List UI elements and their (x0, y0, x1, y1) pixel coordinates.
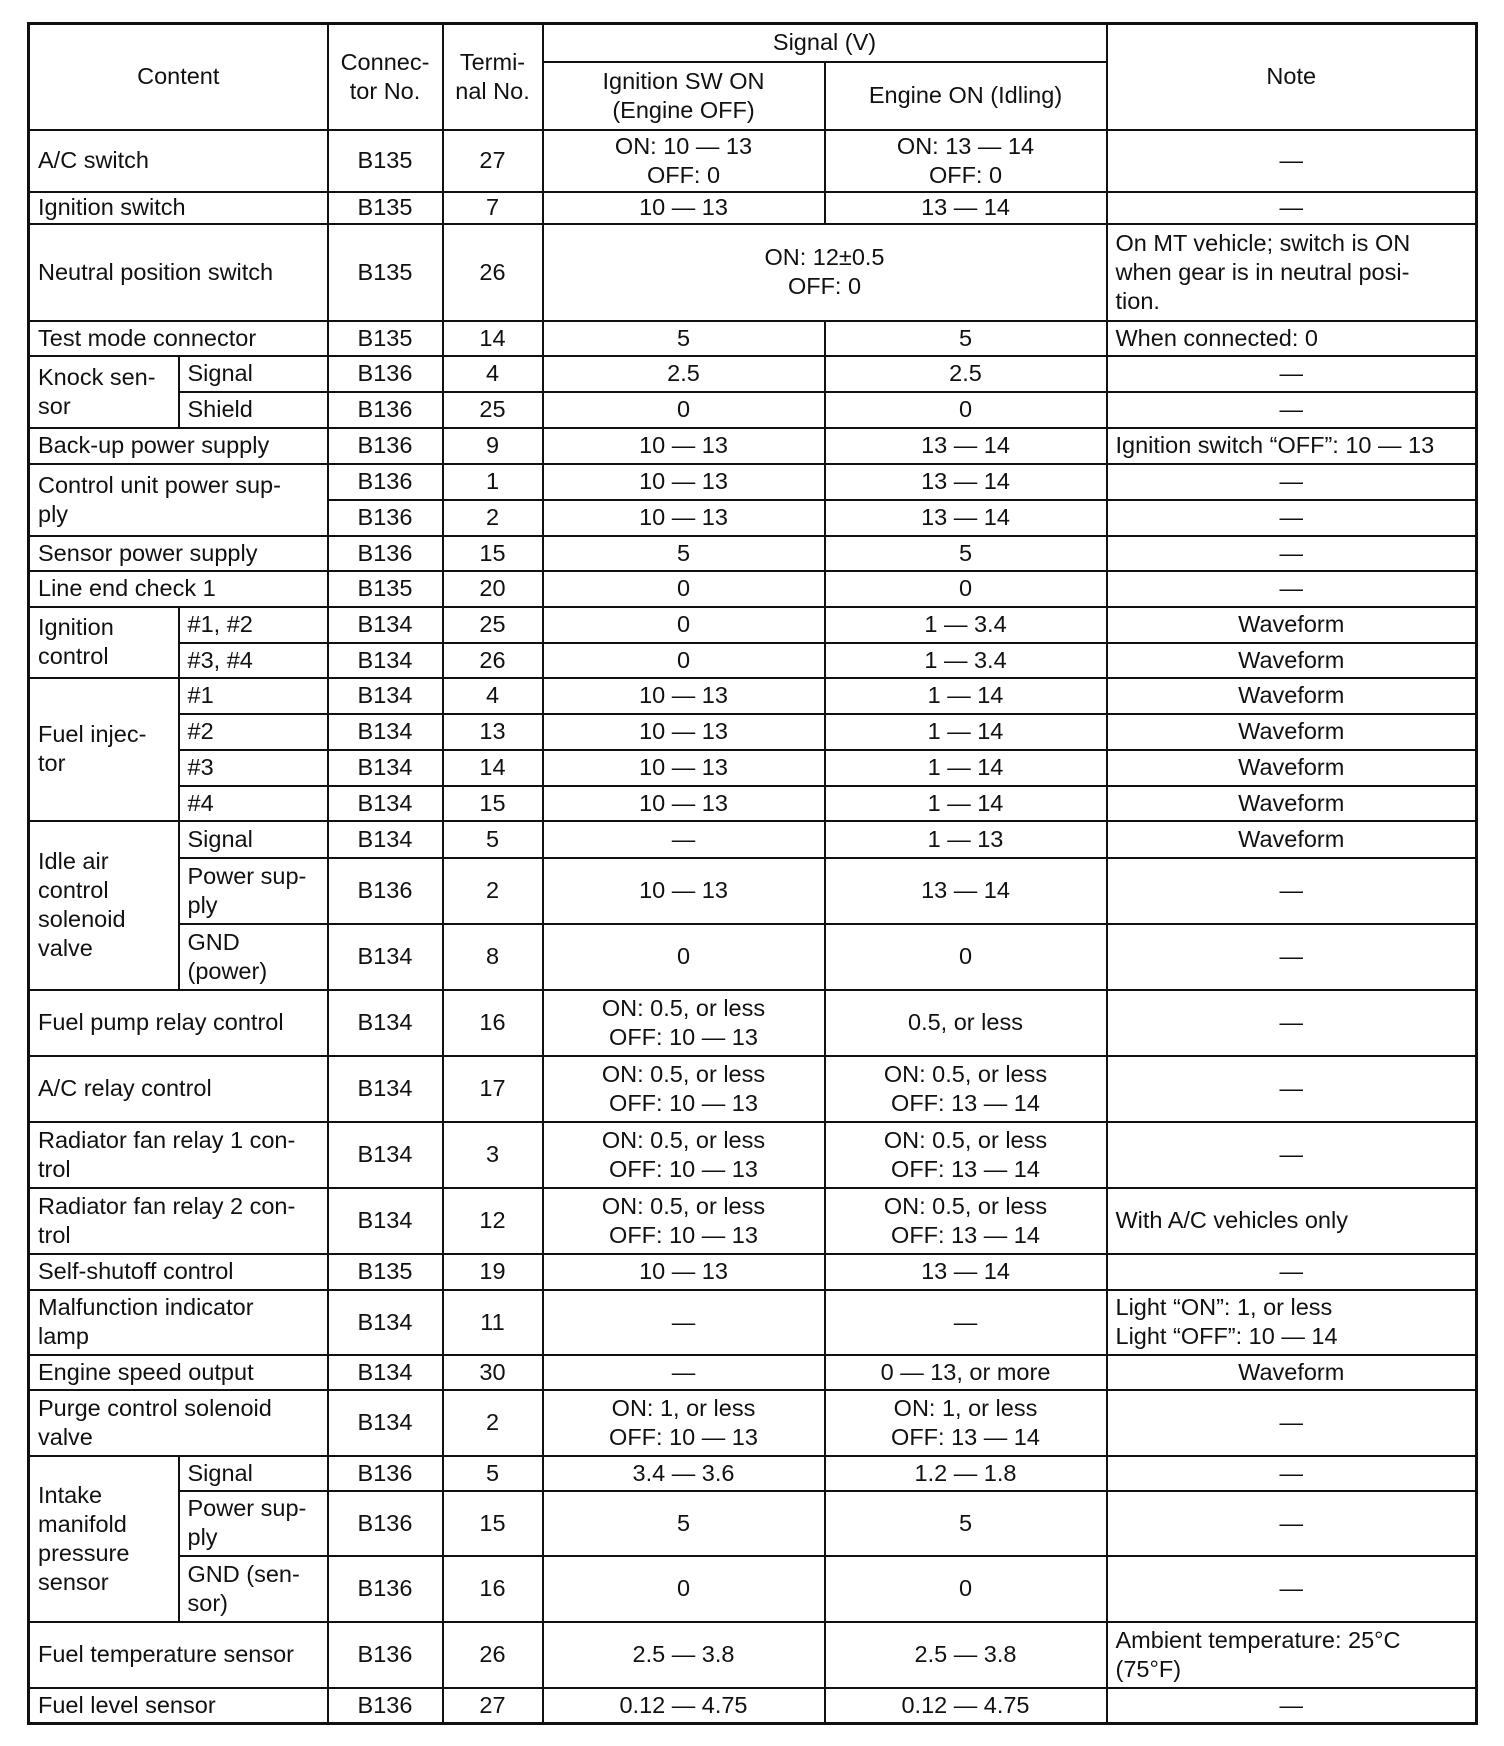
signal-ignition: 0.12 — 4.75 (543, 1688, 825, 1724)
terminal-no: 4 (443, 678, 543, 714)
connector-no: B134 (328, 607, 443, 643)
row-content: Fuel pump relay control (29, 990, 328, 1056)
signal-engine: 0.12 — 4.75 (825, 1688, 1107, 1724)
row-content: Back-up power supply (29, 428, 328, 464)
row-subitem: Signal (179, 821, 328, 858)
table-row (29, 356, 1477, 392)
row-content: Knock sen- sor (29, 356, 179, 428)
row-content: Malfunction indicator lamp (29, 1290, 328, 1355)
table-row (29, 678, 1477, 714)
signal-ignition: 10 — 13 (543, 858, 825, 924)
note: Ambient temperature: 25°C (75°F) (1107, 1622, 1477, 1688)
note: — (1107, 571, 1477, 607)
signal-ignition: 0 (543, 1556, 825, 1622)
signal-ignition: ON: 0.5, or less OFF: 10 — 13 (543, 1122, 825, 1188)
signal-engine: 0 (825, 1556, 1107, 1622)
signal-ignition: 5 (543, 1491, 825, 1556)
signal-engine: 1 — 14 (825, 678, 1107, 714)
table-row (29, 321, 1477, 356)
header-ignition-sw-on: Ignition SW ON (Engine OFF) (543, 62, 825, 130)
signal-ignition: 0 (543, 643, 825, 678)
signal-engine: — (825, 1290, 1107, 1355)
signal-ignition: 0 (543, 607, 825, 643)
table-row (29, 990, 1477, 1056)
connector-no: B134 (328, 990, 443, 1056)
note: With A/C vehicles only (1107, 1188, 1477, 1254)
row-content: A/C switch (29, 130, 328, 192)
connector-no: B136 (328, 858, 443, 924)
row-content: Fuel injec- tor (29, 678, 179, 821)
note: Waveform (1107, 821, 1477, 858)
table-row (29, 1556, 1477, 1622)
note: — (1107, 1122, 1477, 1188)
signal-ignition: ON: 1, or less OFF: 10 — 13 (543, 1390, 825, 1456)
connector-no: B134 (328, 678, 443, 714)
table-row (29, 1122, 1477, 1188)
signal-ignition: 10 — 13 (543, 500, 825, 536)
table-row (29, 224, 1477, 321)
signal-engine: ON: 1, or less OFF: 13 — 14 (825, 1390, 1107, 1456)
table-row (29, 1688, 1477, 1724)
note: Waveform (1107, 678, 1477, 714)
connector-no: B136 (328, 428, 443, 464)
signal-ignition: ON: 10 — 13 OFF: 0 (543, 130, 825, 192)
connector-no: B136 (328, 1688, 443, 1724)
row-subitem: #3 (179, 750, 328, 786)
table-row (29, 1188, 1477, 1254)
note: — (1107, 130, 1477, 192)
note: — (1107, 392, 1477, 428)
note: — (1107, 192, 1477, 224)
row-subitem: Shield (179, 392, 328, 428)
note: Light “ON”: 1, or less Light “OFF”: 10 — 14 (1107, 1290, 1477, 1355)
table-row (29, 1456, 1477, 1491)
signal-engine: 0 (825, 924, 1107, 990)
table-row (29, 1254, 1477, 1290)
note: — (1107, 858, 1477, 924)
terminal-no: 27 (443, 1688, 543, 1724)
note: — (1107, 536, 1477, 571)
row-content: Neutral position switch (29, 224, 328, 321)
table-row (29, 536, 1477, 571)
terminal-no: 16 (443, 1556, 543, 1622)
terminal-no: 7 (443, 192, 543, 224)
row-content: Intake manifold pressure sensor (29, 1456, 179, 1622)
signal-engine: ON: 0.5, or less OFF: 13 — 14 (825, 1188, 1107, 1254)
table-row (29, 192, 1477, 224)
signal-engine: 1 — 3.4 (825, 607, 1107, 643)
row-content: Engine speed output (29, 1355, 328, 1390)
signal-engine: 1 — 14 (825, 786, 1107, 821)
connector-no: B134 (328, 1188, 443, 1254)
table-row (29, 643, 1477, 678)
table-row (29, 821, 1477, 858)
connector-no: B135 (328, 224, 443, 321)
note: — (1107, 1390, 1477, 1456)
note: — (1107, 1688, 1477, 1724)
note: Ignition switch “OFF”: 10 — 13 (1107, 428, 1477, 464)
signal-ignition: ON: 0.5, or less OFF: 10 — 13 (543, 1188, 825, 1254)
terminal-no: 3 (443, 1122, 543, 1188)
connector-no: B136 (328, 464, 443, 500)
header-content: Content (29, 24, 328, 130)
connector-no: B134 (328, 924, 443, 990)
row-content: Fuel temperature sensor (29, 1622, 328, 1688)
note: Waveform (1107, 1355, 1477, 1390)
note: Waveform (1107, 643, 1477, 678)
connector-no: B134 (328, 714, 443, 750)
note: — (1107, 500, 1477, 536)
connector-no: B136 (328, 500, 443, 536)
connector-no: B134 (328, 1056, 443, 1122)
header-note: Note (1107, 24, 1477, 130)
table-row (29, 392, 1477, 428)
row-content: Ignition switch (29, 192, 328, 224)
row-subitem: GND (sen- sor) (179, 1556, 328, 1622)
table-row (29, 1491, 1477, 1556)
signal-engine: ON: 0.5, or less OFF: 13 — 14 (825, 1122, 1107, 1188)
row-subitem: Power sup- ply (179, 858, 328, 924)
connector-no: B134 (328, 786, 443, 821)
terminal-no: 20 (443, 571, 543, 607)
signal-engine: 0 (825, 571, 1107, 607)
note: — (1107, 1056, 1477, 1122)
signal-engine: 5 (825, 321, 1107, 356)
terminal-no: 5 (443, 1456, 543, 1491)
signal-engine: 13 — 14 (825, 192, 1107, 224)
row-subitem: #2 (179, 714, 328, 750)
terminal-no: 8 (443, 924, 543, 990)
table-row (29, 607, 1477, 643)
connector-no: B134 (328, 1355, 443, 1390)
signal-ignition: 10 — 13 (543, 1254, 825, 1290)
note: On MT vehicle; switch is ON when gear is in neutral posi- tion. (1107, 224, 1477, 321)
signal-engine: 0.5, or less (825, 990, 1107, 1056)
signal-engine: 0 — 13, or more (825, 1355, 1107, 1390)
table-row (29, 1290, 1477, 1355)
note: Waveform (1107, 786, 1477, 821)
terminal-no: 15 (443, 1491, 543, 1556)
row-subitem: Power sup- ply (179, 1491, 328, 1556)
note: — (1107, 990, 1477, 1056)
terminal-no: 27 (443, 130, 543, 192)
signal-ignition: 3.4 — 3.6 (543, 1456, 825, 1491)
signal-ignition: 0 (543, 924, 825, 990)
signal-ignition: 0 (543, 571, 825, 607)
row-content: Radiator fan relay 2 con- trol (29, 1188, 328, 1254)
signal-ignition: 5 (543, 321, 825, 356)
row-content: Fuel level sensor (29, 1688, 328, 1724)
terminal-no: 17 (443, 1056, 543, 1122)
note: — (1107, 1456, 1477, 1491)
note: Waveform (1107, 714, 1477, 750)
row-subitem: GND (power) (179, 924, 328, 990)
table-row (29, 1056, 1477, 1122)
row-subitem: #1 (179, 678, 328, 714)
terminal-no: 26 (443, 643, 543, 678)
connector-no: B135 (328, 130, 443, 192)
terminal-no: 25 (443, 607, 543, 643)
connector-no: B134 (328, 1122, 443, 1188)
signal-ignition: 10 — 13 (543, 786, 825, 821)
terminal-no: 2 (443, 1390, 543, 1456)
connector-no: B135 (328, 321, 443, 356)
connector-no: B136 (328, 1456, 443, 1491)
signal-engine: 13 — 14 (825, 858, 1107, 924)
table-row (29, 858, 1477, 924)
signal-ignition: ON: 0.5, or less OFF: 10 — 13 (543, 990, 825, 1056)
signal-engine: 13 — 14 (825, 464, 1107, 500)
signal-engine: ON: 13 — 14 OFF: 0 (825, 130, 1107, 192)
terminal-no: 11 (443, 1290, 543, 1355)
terminal-no: 26 (443, 1622, 543, 1688)
row-content: Sensor power supply (29, 536, 328, 571)
signal-both: ON: 12±0.5 OFF: 0 (543, 224, 1107, 321)
table-row (29, 1390, 1477, 1456)
signal-ignition: 10 — 13 (543, 714, 825, 750)
connector-no: B134 (328, 750, 443, 786)
header-terminal-no: Termi- nal No. (443, 24, 543, 130)
table-row (29, 428, 1477, 464)
terminal-no: 26 (443, 224, 543, 321)
terminal-no: 5 (443, 821, 543, 858)
note: — (1107, 464, 1477, 500)
signal-engine: 0 (825, 392, 1107, 428)
table-row (29, 714, 1477, 750)
row-content: Line end check 1 (29, 571, 328, 607)
signal-ignition: 10 — 13 (543, 750, 825, 786)
signal-ignition: 10 — 13 (543, 464, 825, 500)
connector-no: B134 (328, 643, 443, 678)
row-subitem: Signal (179, 356, 328, 392)
table-row (29, 750, 1477, 786)
row-content: Ignition control (29, 607, 179, 678)
signal-ignition: 5 (543, 536, 825, 571)
row-subitem: #4 (179, 786, 328, 821)
signal-engine: 5 (825, 536, 1107, 571)
signal-engine: 1 — 14 (825, 714, 1107, 750)
signal-ignition: 2.5 — 3.8 (543, 1622, 825, 1688)
terminal-no: 30 (443, 1355, 543, 1390)
terminal-no: 16 (443, 990, 543, 1056)
signal-engine: 2.5 (825, 356, 1107, 392)
row-content: Idle air control solenoid valve (29, 821, 179, 990)
connector-no: B136 (328, 356, 443, 392)
table-row (29, 571, 1477, 607)
table-row (29, 1355, 1477, 1390)
terminal-no: 14 (443, 750, 543, 786)
row-content: Purge control solenoid valve (29, 1390, 328, 1456)
connector-no: B134 (328, 821, 443, 858)
note: Waveform (1107, 607, 1477, 643)
connector-no: B136 (328, 392, 443, 428)
connector-no: B135 (328, 1254, 443, 1290)
signal-engine: 13 — 14 (825, 1254, 1107, 1290)
signal-ignition: ON: 0.5, or less OFF: 10 — 13 (543, 1056, 825, 1122)
row-subitem: #3, #4 (179, 643, 328, 678)
signal-ignition: 2.5 (543, 356, 825, 392)
table-row (29, 464, 1477, 500)
row-content: Test mode connector (29, 321, 328, 356)
note: Waveform (1107, 750, 1477, 786)
row-content: Radiator fan relay 1 con- trol (29, 1122, 328, 1188)
terminal-no: 9 (443, 428, 543, 464)
signal-engine: ON: 0.5, or less OFF: 13 — 14 (825, 1056, 1107, 1122)
header-signal: Signal (V) (543, 24, 1107, 62)
signal-engine: 5 (825, 1491, 1107, 1556)
row-subitem: #1, #2 (179, 607, 328, 643)
table-row (29, 130, 1477, 192)
terminal-no: 2 (443, 858, 543, 924)
signal-ignition: — (543, 1290, 825, 1355)
signal-ignition: 10 — 13 (543, 192, 825, 224)
connector-no: B134 (328, 1290, 443, 1355)
note: When connected: 0 (1107, 321, 1477, 356)
signal-engine: 13 — 14 (825, 500, 1107, 536)
connector-no: B135 (328, 571, 443, 607)
note: — (1107, 1556, 1477, 1622)
connector-no: B136 (328, 1556, 443, 1622)
terminal-no: 15 (443, 786, 543, 821)
terminal-no: 12 (443, 1188, 543, 1254)
note: — (1107, 924, 1477, 990)
connector-no: B135 (328, 192, 443, 224)
signal-engine: 2.5 — 3.8 (825, 1622, 1107, 1688)
signal-ignition: 10 — 13 (543, 428, 825, 464)
header-engine-on: Engine ON (Idling) (825, 62, 1107, 130)
note: — (1107, 1254, 1477, 1290)
terminal-no: 2 (443, 500, 543, 536)
signal-engine: 1 — 14 (825, 750, 1107, 786)
table-row (29, 786, 1477, 821)
row-content: Self-shutoff control (29, 1254, 328, 1290)
table-row (29, 924, 1477, 990)
table-row (29, 1622, 1477, 1688)
connector-no: B136 (328, 1491, 443, 1556)
note: — (1107, 1491, 1477, 1556)
terminal-no: 14 (443, 321, 543, 356)
signal-ignition: — (543, 821, 825, 858)
terminal-no: 15 (443, 536, 543, 571)
signal-table (27, 22, 1478, 1725)
terminal-no: 13 (443, 714, 543, 750)
signal-engine: 13 — 14 (825, 428, 1107, 464)
signal-ignition: — (543, 1355, 825, 1390)
row-content: A/C relay control (29, 1056, 328, 1122)
connector-no: B136 (328, 536, 443, 571)
header-connector-no: Connec- tor No. (328, 24, 443, 130)
note: — (1107, 356, 1477, 392)
terminal-no: 1 (443, 464, 543, 500)
connector-no: B136 (328, 1622, 443, 1688)
terminal-no: 19 (443, 1254, 543, 1290)
signal-engine: 1.2 — 1.8 (825, 1456, 1107, 1491)
terminal-no: 4 (443, 356, 543, 392)
signal-ignition: 10 — 13 (543, 678, 825, 714)
signal-engine: 1 — 13 (825, 821, 1107, 858)
signal-engine: 1 — 3.4 (825, 643, 1107, 678)
row-subitem: Signal (179, 1456, 328, 1491)
row-content: Control unit power sup- ply (29, 464, 328, 536)
connector-no: B134 (328, 1390, 443, 1456)
terminal-no: 25 (443, 392, 543, 428)
signal-ignition: 0 (543, 392, 825, 428)
